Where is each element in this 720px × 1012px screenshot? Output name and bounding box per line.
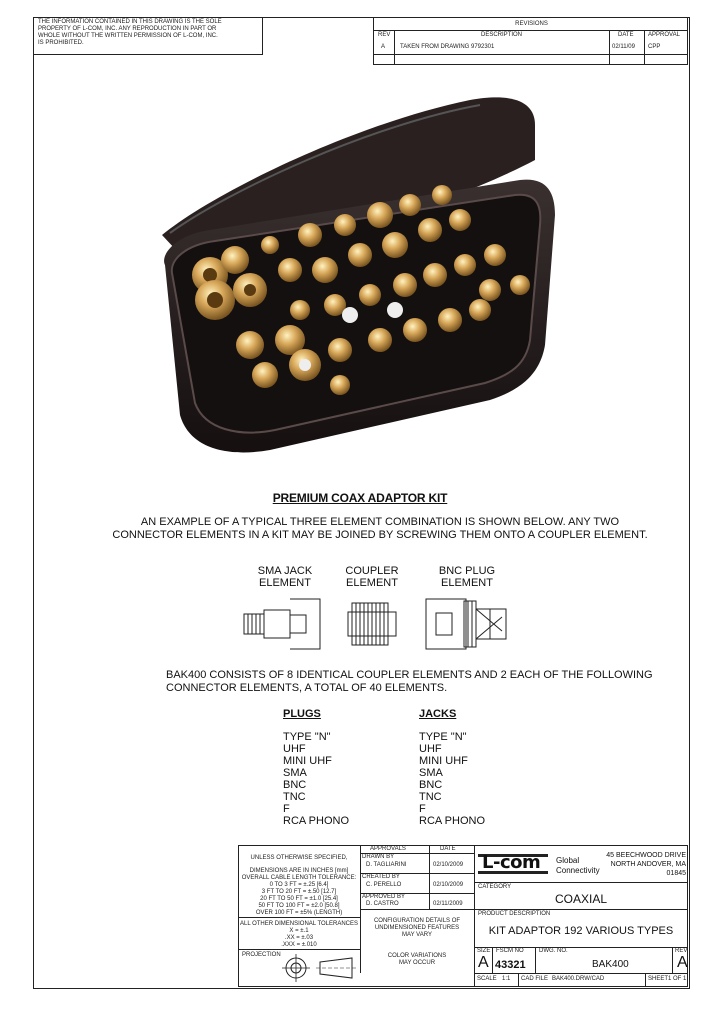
approval-name: C. PERELLO — [366, 882, 402, 888]
plug-item: MINI UHF — [283, 755, 332, 767]
tolerance-line: 20 FT TO 50 FT = ±1.0 [25.4] — [260, 896, 338, 902]
product-label: PRODUCT DESCRIPTION — [478, 911, 551, 917]
size-label: SIZE — [477, 948, 491, 954]
category-value: COAXIAL — [554, 892, 608, 906]
tolerance-line: DIMENSIONS ARE IN INCHES [mm] — [249, 868, 349, 874]
plugs-heading: PLUGS — [283, 708, 321, 720]
config-note-line: UNDIMENSIONED FEATURES — [374, 925, 460, 931]
rev-value: A — [677, 954, 688, 971]
jacks-heading: JACKS — [419, 708, 457, 720]
cad-label: CAD FILE — [521, 976, 549, 982]
coupler-drawing — [348, 603, 396, 645]
rev-cell: A — [381, 44, 386, 50]
element-label-line2: ELEMENT — [346, 577, 398, 589]
jack-item: BNC — [419, 779, 443, 791]
approval-date: 02/10/2009 — [433, 882, 464, 888]
element-label-line1: COUPLER — [345, 565, 399, 577]
address-line: 45 BEECHWOOD DRIVE — [606, 852, 686, 859]
dwg-value: BAK400 — [592, 959, 629, 970]
tolerance-line: 0 TO 3 FT = ±.25 [6.4] — [269, 882, 329, 888]
plug-item: SMA — [283, 767, 307, 779]
rev-label: REV — [675, 948, 688, 954]
third-angle-projection-icon — [282, 954, 358, 982]
color-note-line: MAY OCCUR — [398, 960, 436, 966]
jack-item: TNC — [419, 791, 442, 803]
address-line: NORTH ANDOVER, MA — [610, 861, 686, 868]
revisions-table — [373, 17, 688, 65]
notice-line: THE INFORMATION CONTAINED IN THIS DRAWING IS THE SOLE — [38, 19, 222, 25]
tolerance-line: OVER 100 FT = ±5% (LENGTH) — [255, 910, 343, 916]
date-cell: 02/11/09 — [612, 44, 635, 50]
bnc-plug-label — [417, 565, 517, 589]
plug-item: TYPE "N" — [283, 731, 331, 743]
revisions-title: REVISIONS — [515, 21, 548, 27]
other-tolerance-line: .XX = ±.03 — [284, 935, 314, 941]
cad-value: BAK400.DRW/CAD — [552, 976, 605, 982]
fscm-value: 43321 — [495, 959, 526, 971]
element-drawings — [240, 595, 525, 655]
logo-text: L-com — [482, 852, 541, 873]
dwg-label: DWG. NO. — [539, 948, 568, 954]
jack-item: F — [419, 803, 426, 815]
company-address — [600, 851, 686, 878]
element-label-line1: BNC PLUG — [438, 565, 496, 577]
approvals-header: APPROVALS — [370, 846, 406, 852]
config-note-line: MAY VARY — [402, 932, 432, 938]
jacks-list — [419, 731, 485, 827]
address-line: 01845 — [666, 870, 686, 877]
intro-line: AN EXAMPLE OF A TYPICAL THREE ELEMENT COMBINATION IS SHOWN BELOW. ANY TWO — [140, 516, 620, 528]
jack-item: TYPE "N" — [419, 731, 467, 743]
color-note — [360, 953, 474, 967]
config-note-line: CONFIGURATION DETAILS OF — [373, 918, 461, 924]
sheet-label: SHEET — [648, 976, 669, 982]
category-label: CATEGORY — [478, 884, 512, 890]
sheet-value: 1 OF 1 — [668, 976, 687, 982]
tagline-2: Connectivity — [556, 866, 600, 875]
description-cell: TAKEN FROM DRAWING 9792301 — [400, 44, 495, 50]
tagline-1: Global — [556, 856, 580, 865]
notice-line: IS PROHIBITED. — [38, 40, 84, 46]
plug-item: TNC — [283, 791, 306, 803]
other-tolerance-block — [238, 921, 360, 949]
notice-line: WHOLE WITHOUT THE WRITTEN PERMISSION OF L-COM, INC. — [38, 33, 218, 39]
approval-name: D. TAGLIARINI — [366, 862, 407, 868]
other-tolerance-heading: ALL OTHER DIMENSIONAL TOLERANCES — [239, 921, 359, 927]
rev-header: REV — [378, 32, 391, 38]
plugs-list — [283, 731, 349, 827]
plug-item: RCA PHONO — [283, 815, 350, 827]
approval-date: 02/11/2009 — [433, 901, 463, 907]
approval-role: DRAWN BY — [362, 854, 395, 860]
approval-date: 02/10/2009 — [433, 862, 464, 868]
sma-jack-label — [235, 565, 335, 589]
description-header: DESCRIPTION — [480, 32, 522, 38]
scale-label: SCALE — [477, 976, 497, 982]
consists-line: BAK400 CONSISTS OF 8 IDENTICAL COUPLER ELEMENTS AND 2 EACH OF THE FOLLOWING — [166, 669, 653, 681]
element-label-line2: ELEMENT — [441, 577, 493, 589]
jack-item: UHF — [419, 743, 442, 755]
product-value: KIT ADAPTOR 192 VARIOUS TYPES — [488, 925, 674, 937]
scale-value: 1:1 — [502, 976, 511, 982]
tolerance-line: 3 FT TO 20 FT = ±.50 [12.7] — [261, 889, 337, 895]
tolerance-heading: UNLESS OTHERWISE SPECIFIED, — [250, 855, 348, 861]
plug-item: BNC — [283, 779, 307, 791]
intro-line: CONNECTOR ELEMENTS IN A KIT MAY BE JOINED BY SCREWING THEM ONTO A COUPLER ELEMENT. — [112, 529, 648, 541]
coupler-label — [322, 565, 422, 589]
approval-name: D. CASTRO — [366, 901, 399, 907]
proprietary-notice — [33, 17, 263, 55]
size-value: A — [478, 954, 489, 971]
approval-cell: CPP — [648, 44, 661, 50]
kit-title: PREMIUM COAX ADAPTOR KIT — [272, 491, 448, 505]
jack-item: MINI UHF — [419, 755, 468, 767]
element-label-line2: ELEMENT — [259, 577, 311, 589]
plug-item: F — [283, 803, 290, 815]
plug-item: UHF — [283, 743, 306, 755]
tolerance-line: 50 FT TO 100 FT = ±2.0 [50.8] — [258, 903, 340, 909]
consists-line: CONNECTOR ELEMENTS, A TOTAL OF 40 ELEMENTS. — [166, 682, 448, 694]
element-label-line1: SMA JACK — [257, 565, 313, 577]
fscm-label: FSCM NO — [496, 948, 524, 954]
approvals-date-header: DATE — [440, 846, 456, 852]
sma-jack-drawing — [244, 599, 320, 649]
color-note-line: COLOR VARIATIONS — [387, 953, 447, 959]
jack-item: SMA — [419, 767, 443, 779]
projection-label: PROJECTION — [242, 952, 281, 958]
bnc-plug-drawing — [426, 599, 506, 649]
lcom-logo — [478, 852, 550, 876]
other-tolerance-line: X = ±.1 — [289, 928, 309, 934]
jack-item: RCA PHONO — [419, 815, 486, 827]
approval-role: CREATED BY — [362, 874, 400, 880]
config-note — [360, 918, 474, 939]
tolerance-line: OVERALL CABLE LENGTH TOLERANCE: — [241, 875, 357, 881]
approval-role: APPROVED BY — [362, 894, 406, 900]
approval-header: APPROVAL — [648, 32, 680, 38]
other-tolerance-line: .XXX = ±.010 — [281, 942, 317, 948]
notice-line: PROPERTY OF L-COM, INC. ANY REPRODUCTION IN PART OR — [38, 26, 217, 32]
adaptor-kit-photo — [150, 85, 570, 460]
date-header: DATE — [618, 32, 634, 38]
tolerance-block — [238, 868, 360, 917]
